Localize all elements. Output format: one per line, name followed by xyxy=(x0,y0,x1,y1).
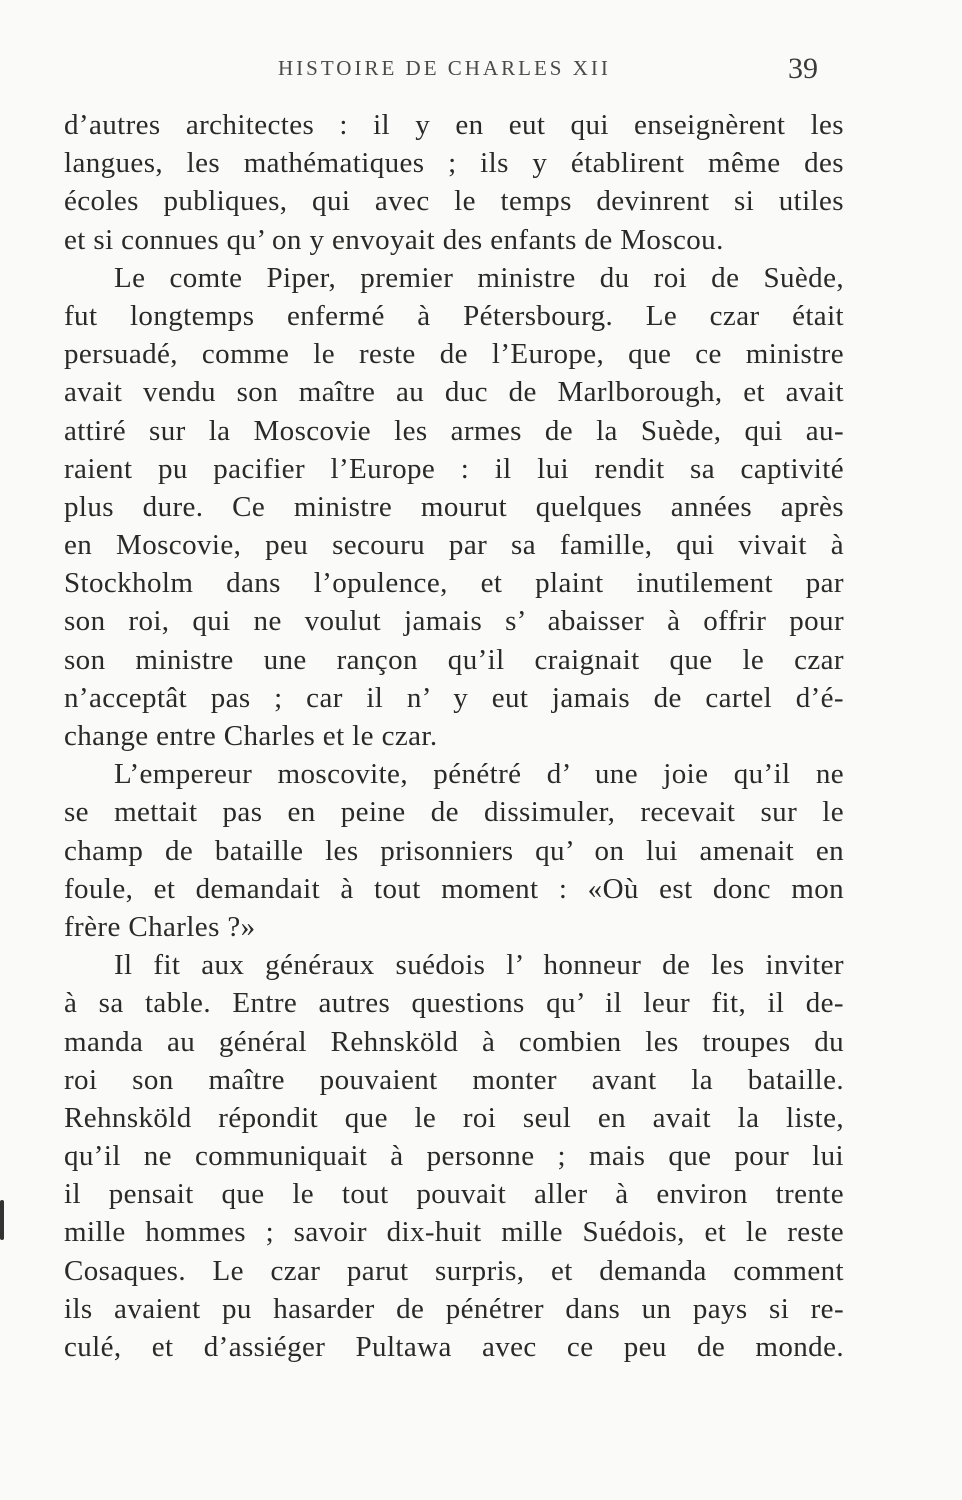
text-line: n’acceptât pas ; car il n’ y eut jamais de cartel d’é- xyxy=(64,681,844,714)
text-line: son roi, qui ne voulut jamais s’ abaisser à offrir pour xyxy=(64,605,844,638)
text-line: change entre Charles et le czar. xyxy=(64,720,438,752)
text-line: Le comte Piper, premier ministre du roi de Suède, xyxy=(114,261,844,294)
text-line: frère Charles ?» xyxy=(64,910,256,943)
text-line: ils avaient pu hasarder de pénétrer dans un pays si re- xyxy=(64,1292,844,1325)
text-line: langues, les mathématiques ; ils y établirent même des xyxy=(64,147,844,180)
text-line: champ de bataille les prisonniers qu’ on lui amenait en xyxy=(64,834,844,867)
text-line: avait vendu son maître au duc de Marlborough, et avait xyxy=(64,376,844,409)
text-line: foule, et demandait à tout moment : «Où est donc mon xyxy=(64,872,844,905)
text-line: plus dure. Ce ministre mourut quelques années après xyxy=(64,490,844,523)
text-line: écoles publiques, qui avec le temps devinrent si utiles xyxy=(64,185,844,218)
running-title: HISTOIRE DE CHARLES XII xyxy=(278,56,611,80)
text-line: culé, et d’assiéger Pultawa avec ce peu de monde. xyxy=(64,1331,844,1363)
text-line: roi son maître pouvaient monter avant la bataille. xyxy=(64,1063,844,1096)
text-line: il pensait que le tout pouvait aller à environ trente xyxy=(64,1178,844,1211)
page-number: 39 xyxy=(788,52,818,85)
text-line: attiré sur la Moscovie les armes de la Suède, qui au- xyxy=(64,414,844,447)
text-line: son ministre une rançon qu’il craignait que le czar xyxy=(64,643,844,676)
text-line: à sa table. Entre autres questions qu’ il leur fit, il de- xyxy=(64,987,844,1020)
text-line: Stockholm dans l’opulence, et plaint inutilement par xyxy=(64,567,844,600)
text-line: mille hommes ; savoir dix-huit mille Suédois, et le reste xyxy=(64,1216,844,1249)
text-line: Il fit aux généraux suédois l’ honneur de les inviter xyxy=(114,949,844,982)
body-text xyxy=(64,106,844,1366)
text-line: L’empereur moscovite, pénétré d’ une joie qu’il ne xyxy=(114,758,844,791)
text-line: se mettait pas en peine de dissimuler, recevait sur le xyxy=(64,796,844,829)
text-line: Cosaques. Le czar parut surpris, et demanda comment xyxy=(64,1254,844,1287)
text-line: Rehnsköld répondit que le roi seul en avait la liste, xyxy=(64,1101,844,1134)
text-line: fut longtemps enfermé à Pétersbourg. Le czar était xyxy=(64,299,844,332)
text-line: en Moscovie, peu secouru par sa famille, qui vivait à xyxy=(64,529,844,562)
text-line: et si connues qu’ on y envoyait des enfants de Moscou. xyxy=(64,223,724,256)
text-line: qu’il ne communiquait à personne ; mais que pour lui xyxy=(64,1140,844,1173)
page-edge-mark xyxy=(0,1200,4,1240)
text-line: d’autres architectes : il y en eut qui enseignèrent les xyxy=(64,109,844,141)
running-head xyxy=(0,52,962,88)
text-line: persuadé, comme le reste de l’Europe, que ce ministre xyxy=(64,338,844,371)
text-line: raient pu pacifier l’Europe : il lui rendit sa captivité xyxy=(64,452,844,485)
text-line: manda au général Rehnsköld à combien les troupes du xyxy=(64,1025,844,1058)
